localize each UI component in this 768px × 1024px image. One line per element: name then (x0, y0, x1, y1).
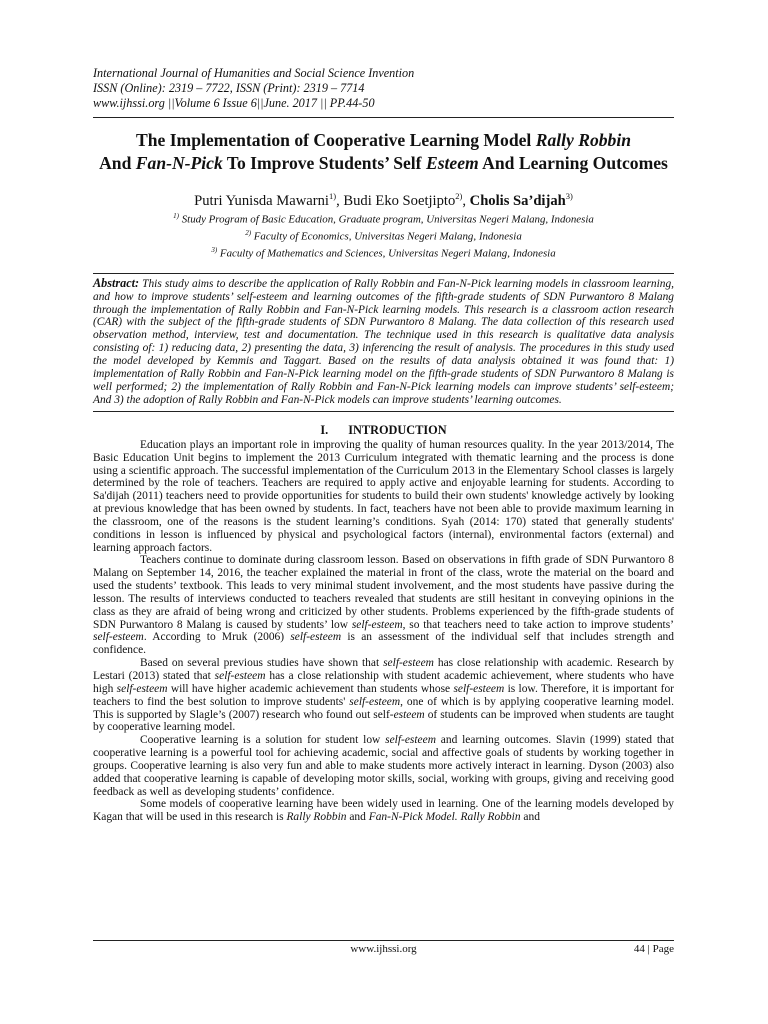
affiliation: $^{2)}$ Faculty of Economics, Universitas Negeri Malang, Indonesia (245, 228, 522, 243)
body-paragraph: Based on several previous studies have shown that self-esteem has close relationship with academic. Research by Lestari (2013) stated that self-esteem has a close relationship with student academic achievement, where students who have high self-esteem will have higher academic achievement than students whose self-esteem is low. Therefore, it is important for teachers to find the best solution to improve students' self-esteem, one of which is by applying cooperative learning model. This is supported by Slagle’s (2007) research who found out self-esteem of students can be improved when students are taught by cooperative learning model. (93, 657, 675, 734)
abstract-text: This study aims to describe the application of Rally Robbin and Fan-N-Pick learning models in classroom learning, and how to improve students’ self-esteem and learning outcomes of the fifth-grade students of SDN Purwantoro 8 Malang through the implementation of Rally Robbin and Fan-N-Pick learning models. This research is a classroom action research (CAR) with the subject of the fifth-grade students of SDN Purwantoro 8 Malang. The data collection of this research used observation method, interview, test and documentation. The technique used in this research is qualitative data analysis consisting of: 1) reducing data, 2) presenting the data, 3) inferencing the result of analysis. The procedures in this study used the model developed by Kemmis and Taggart. Based on the results of data analysis obtained it was found that: 1) implementation of Rally Robbin and Fan-N-Pick learning model on the fifth-grade students of SDN Purwantoro 8 Malang is well performed; 2) the implementation of Rally Robbin and Fan-N-Pick learning models can improve students’ self-esteem; And 3) the adoption of Rally Robbin and Fan-N-Pick models can improve students’ learning outcomes. (93, 277, 674, 406)
footer-divider (93, 940, 674, 941)
paper-title: The Implementation of Cooperative Learning Model Rally Robbin And Fan-N-Pick To Improve Students’ Self Esteem And Learning Outcomes (99, 129, 668, 174)
author-name: Cholis Sa’dijah (469, 192, 566, 209)
journal-issn: ISSN (Online): 2319 – 7722, ISSN (Print): 2319 – 7714 (93, 81, 365, 96)
journal-volume: www.ijhssi.org ||Volume 6 Issue 6||June. 2017 || PP.44-50 (93, 96, 375, 111)
abstract-bottom-divider (93, 411, 674, 412)
body-paragraph: Teachers continue to dominate during classroom lesson. Based on observations in fifth grade of SDN Purwantoro 8 Malang on September 14, 2016, the teacher explained the material in front of the class, wrote the material on the board and used the students’ textbook. This leads to very minimal student involvement, and the most students have passive during the lesson. The results of interviews conducted to teachers revealed that students are still hesitant in conveying opinions in the class as they are afraid of being wrong and criticized by other students. Problems experienced by the fifth-grade students of SDN Purwantoro 8 Malang is caused by students’ low self-esteem, so that teachers need to take action to improve students’ self-esteem. According to Mruk (2006) self-esteem is an assessment of the individual self that includes strength and confidence. (93, 554, 674, 657)
body-paragraph: Cooperative learning is a solution for student low self-esteem and learning outcomes. Slavin (1999) stated that cooperative learning is a powerful tool for achieving academic, social and affective goals of students by working together in groups. Cooperative learning is also very fun and able to make students more actively interact in learning. Dyson (2003) also added that cooperative learning is capable of developing motor skills, social, working with groups, giving and receiving good feedback as well as developing students’ confidence. (93, 734, 675, 798)
page-number: 44 | Page (633, 943, 674, 955)
abstract-top-divider (93, 273, 674, 274)
author-name: Budi Eko Soetjipto (343, 192, 456, 209)
paper-page (93, 66, 674, 824)
footer-url: www.ijhssi.org (350, 943, 417, 955)
abstract (93, 277, 674, 407)
abstract-label: Abstract: (93, 275, 140, 290)
section-heading: I. INTRODUCTION (320, 422, 447, 437)
journal-name: International Journal of Humanities and Social Science Invention (93, 66, 415, 80)
affiliation: $^{1)}$ Study Program of Basic Education, Graduate program, Universitas Negeri Malang, Indonesia (173, 211, 594, 226)
page-footer (93, 940, 674, 955)
author-name: Putri Yunisda Mawarni (194, 192, 329, 209)
body-paragraph: Education plays an important role in improving the quality of human resources quality. In the year 2013/2014, The Basic Education Unit begins to implement the 2013 Curriculum integrated with thematic learning and the process is done using a scientific approach. The successful implementation of the Curriculum 2013 in the Elementary School classes is largely determined by the role of teachers. Teachers are required to apply active and enjoyable learning for students. According to Sa'dijah (2011) teachers need to provide opportunities for students to build their own students' knowledge actively by looking at previous knowledge that has been owned by students. In fact, teachers have not been able to provide maximum learning in the classroom, one of the reasons is the student learning’s conditions. Syah (2014: 170) stated that generally students' conditions in lesson is influenced by physical and psychological factors (internal), environmental factors (external) and learning approach factors. (93, 438, 674, 554)
header-divider (93, 117, 674, 118)
affiliation: $^{3)}$ Faculty of Mathematics and Sciences, Universitas Negeri Malang, Indonesia (211, 245, 556, 260)
author-list: Putri Yunisda Mawarni$^{1)}$, Budi Eko Soetjipto$^{2)}$, Cholis Sa’dijah$^{3)}$ (194, 190, 573, 209)
body-paragraph: Some models of cooperative learning have been widely used in learning. One of the learning models developed by Kagan that will be used in this research is Rally Robbin and Fan-N-Pick Model. Rally Robbin and (93, 798, 674, 824)
